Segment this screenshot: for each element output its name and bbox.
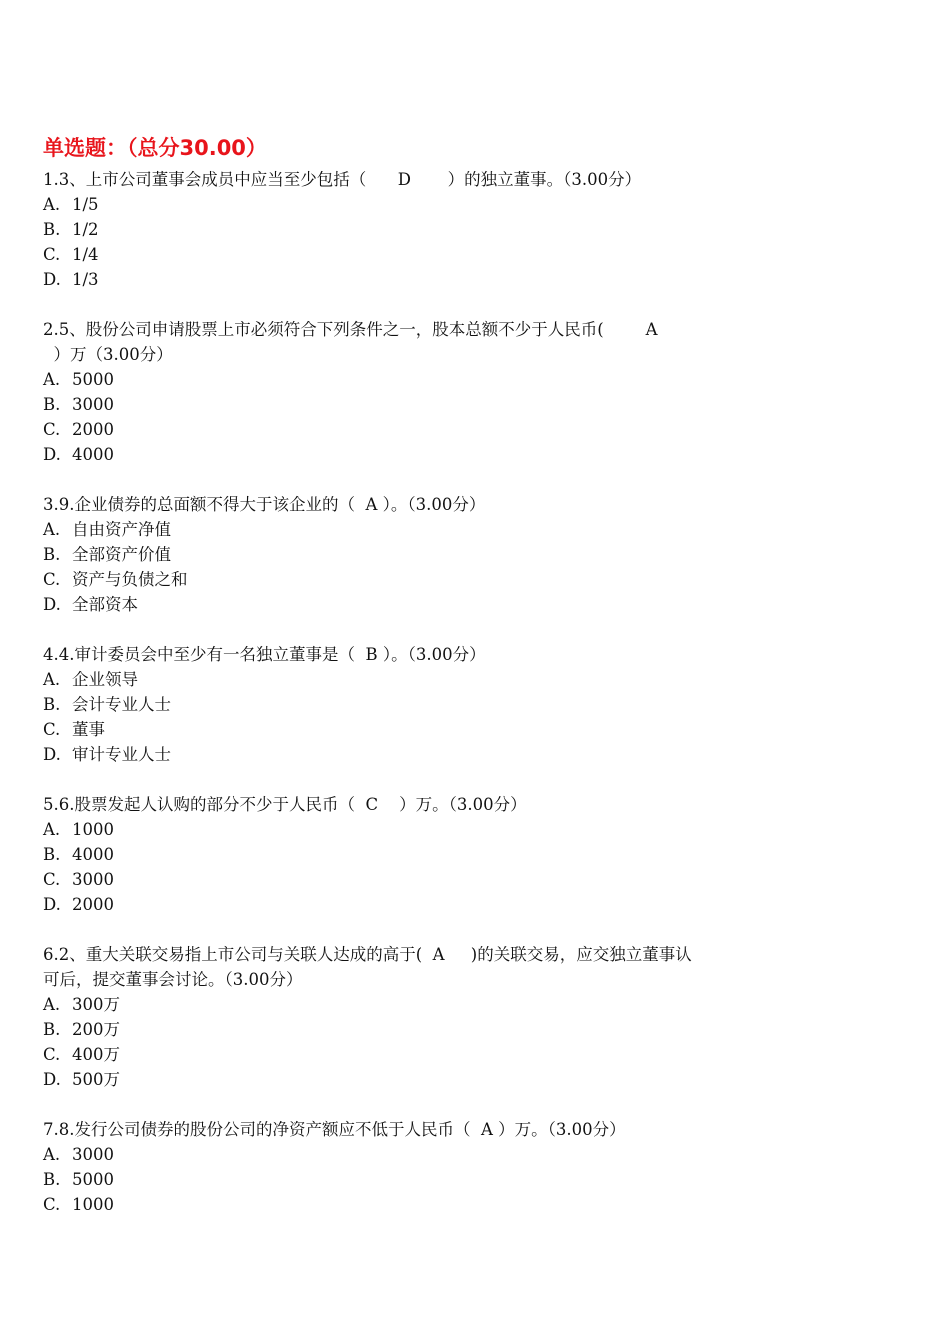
option-b — [43, 392, 823, 417]
exam-page — [43, 133, 823, 1242]
option-letter: A. — [43, 370, 61, 389]
option-text: 1/3 — [72, 270, 99, 289]
option-letter: D. — [43, 595, 61, 614]
option-text: 1/5 — [72, 195, 99, 214]
option-c — [43, 717, 823, 742]
option-text: 400万 — [72, 1045, 120, 1064]
option-text: 审计专业人士 — [72, 745, 171, 764]
option-letter: C. — [43, 1045, 61, 1064]
option-a — [43, 517, 823, 542]
option-text: 会计专业人士 — [72, 695, 171, 714]
option-d — [43, 442, 823, 467]
option-letter: A. — [43, 1145, 61, 1164]
option-text: 企业领导 — [72, 670, 138, 689]
option-text: 500万 — [72, 1070, 120, 1089]
option-d — [43, 892, 823, 917]
option-letter: B. — [43, 1020, 61, 1039]
option-a — [43, 367, 823, 392]
option-letter: A. — [43, 670, 61, 689]
option-a — [43, 992, 823, 1017]
option-text: 5000 — [72, 1170, 114, 1189]
option-text: 5000 — [72, 370, 114, 389]
option-text: 全部资本 — [72, 595, 138, 614]
question-text: 4.4.审计委员会中至少有一名独立董事是（ B ）。（3.00分） — [43, 645, 486, 664]
option-letter: B. — [43, 695, 61, 714]
option-b — [43, 842, 823, 867]
option-c — [43, 1042, 823, 1067]
option-text: 2000 — [72, 420, 114, 439]
option-c — [43, 1192, 823, 1217]
option-c — [43, 567, 823, 592]
question-text: 2.5、股份公司申请股票上市必须符合下列条件之一，股本总额不少于人民币( A — [43, 320, 658, 339]
option-c — [43, 417, 823, 442]
option-text: 1000 — [72, 1195, 114, 1214]
option-text: 2000 — [72, 895, 114, 914]
section-title: 单选题：（总分30.00） — [43, 136, 267, 160]
question-2 — [43, 317, 823, 467]
question-text: 1.3、上市公司董事会成员中应当至少包括（ D ）的独立董事。（3.00分） — [43, 170, 642, 189]
option-letter: C. — [43, 720, 61, 739]
option-letter: C. — [43, 870, 61, 889]
option-b — [43, 692, 823, 717]
question-1 — [43, 167, 823, 292]
option-text: 200万 — [72, 1020, 120, 1039]
option-text: 董事 — [72, 720, 105, 739]
option-text: 4000 — [72, 445, 114, 464]
option-text: 4000 — [72, 845, 114, 864]
option-letter: D. — [43, 445, 61, 464]
question-text: 5.6.股票发起人认购的部分不少于人民币（ C ）万。（3.00分） — [43, 795, 527, 814]
option-letter: D. — [43, 745, 61, 764]
question-7 — [43, 1117, 823, 1217]
option-a — [43, 1142, 823, 1167]
option-b — [43, 1167, 823, 1192]
option-b — [43, 1017, 823, 1042]
option-d — [43, 1067, 823, 1092]
option-text: 3000 — [72, 395, 114, 414]
option-b — [43, 217, 823, 242]
option-a — [43, 817, 823, 842]
option-text: 300万 — [72, 995, 120, 1014]
option-letter: A. — [43, 820, 61, 839]
question-text: 7.8.发行公司债券的股份公司的净资产额应不低于人民币（ A ）万。（3.00分） — [43, 1120, 626, 1139]
question-3 — [43, 492, 823, 617]
option-c — [43, 867, 823, 892]
option-d — [43, 592, 823, 617]
option-a — [43, 192, 823, 217]
option-letter: A. — [43, 520, 61, 539]
question-text-continued: ）万（3.00分） — [43, 345, 173, 364]
option-text: 3000 — [72, 870, 114, 889]
question-text: 3.9.企业债券的总面额不得大于该企业的（ A ）。（3.00分） — [43, 495, 486, 514]
option-letter: B. — [43, 220, 61, 239]
option-text: 1/4 — [72, 245, 99, 264]
option-letter: B. — [43, 395, 61, 414]
option-c — [43, 242, 823, 267]
question-6 — [43, 942, 823, 1092]
option-letter: C. — [43, 245, 61, 264]
option-text: 1000 — [72, 820, 114, 839]
option-letter: D. — [43, 1070, 61, 1089]
option-letter: B. — [43, 1170, 61, 1189]
question-5 — [43, 792, 823, 917]
question-text: 6.2、重大关联交易指上市公司与关联人达成的高于( A )的关联交易，应交独立董事认 — [43, 945, 692, 964]
option-letter: B. — [43, 845, 61, 864]
option-b — [43, 542, 823, 567]
option-d — [43, 267, 823, 292]
option-text: 自由资产净值 — [72, 520, 171, 539]
option-text: 1/2 — [72, 220, 99, 239]
option-text: 全部资产价值 — [72, 545, 171, 564]
option-a — [43, 667, 823, 692]
option-letter: D. — [43, 270, 61, 289]
option-d — [43, 742, 823, 767]
option-letter: C. — [43, 570, 61, 589]
option-letter: B. — [43, 545, 61, 564]
option-text: 资产与负债之和 — [72, 570, 188, 589]
option-letter: C. — [43, 1195, 61, 1214]
option-text: 3000 — [72, 1145, 114, 1164]
option-letter: D. — [43, 895, 61, 914]
question-4 — [43, 642, 823, 767]
option-letter: A. — [43, 995, 61, 1014]
question-text-continued: 可后，提交董事会讨论。（3.00分） — [43, 970, 303, 989]
option-letter: A. — [43, 195, 61, 214]
option-letter: C. — [43, 420, 61, 439]
